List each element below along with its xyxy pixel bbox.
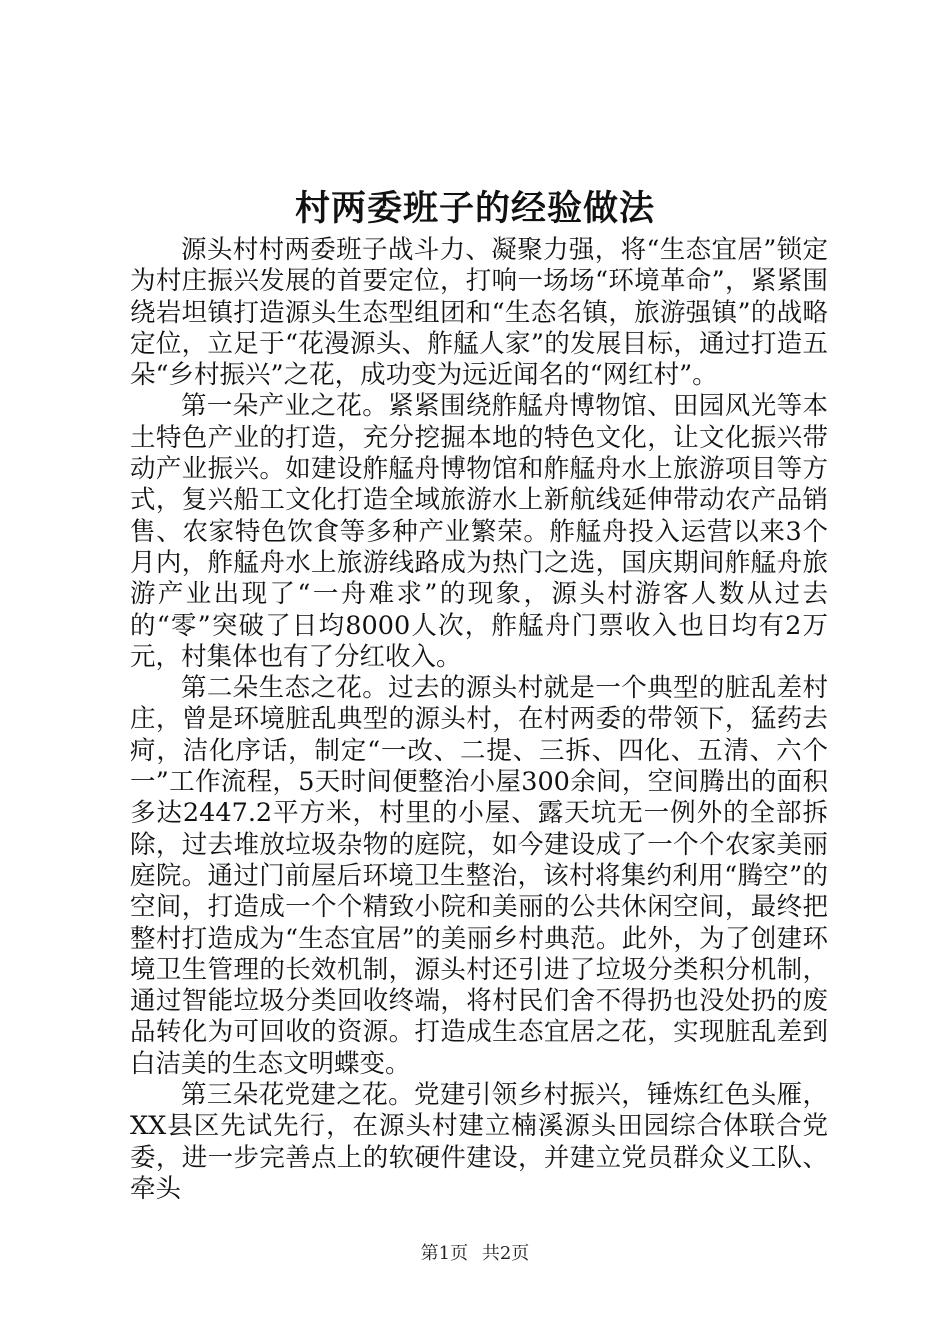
document-title: 村两委班子的经验做法 (294, 188, 655, 229)
paragraph-ecology: 第二朵生态之花。过去的源头村就是一个典型的脏乱差村庄，曾是环境脏乱典型的源头村，在村两委的带领下，猛药去疴，洁化序话，制定“一改、二提、三拆、四化、五清、六个一”工作流程，5天时间便整治小屋300余间，空间腾出的面积多达2447.2平方米，村里的小屋、露天坑无一例外的全部拆除，过去堆放垃圾杂物的庭院，如今建设成了一个个农家美丽庭院。通过门前屋后环境卫生整治，该村将集约利用“腾空”的空间，打造成一个个精致小院和美丽的公共休闲空间，最终把整村打造成为“生态宜居”的美丽乡村典范。此外，为了创建环境卫生管理的长效机制，源头村还引进了垃圾分类积分机制，通过智能垃圾分类回收终端，将村民们舍不得扔也没处扔的废品转化为可回收的资源。打造成生态宜居之花，实现脏乱差到白洁美的生态文明蝶变。 (130, 673, 828, 1079)
page-footer (0, 1242, 950, 1266)
paragraph-intro: 源头村村两委班子战斗力、凝聚力强，将“生态宜居”锁定为村庄振兴发展的首要定位，打响一场场“环境革命”，紧紧围绕岩坦镇打造源头生态型组团和“生态名镇，旅游强镇”的战略定位，立足于“花漫源头、舴艋人家”的发展目标，通过打造五朵“乡村振兴”之花，成功变为远近闻名的“网红村”。 (130, 235, 828, 391)
page-total: 共2页 (481, 1243, 530, 1264)
paragraph-industry: 第一朵产业之花。紧紧围绕舴艋舟博物馆、田园风光等本土特色产业的打造，充分挖掘本地的特色文化，让文化振兴带动产业振兴。如建设舴艋舟博物馆和舴艋舟水上旅游项目等方式，复兴船工文化打造全域旅游水上新航线延伸带动农产品销售、农家特色饮食等多种产业繁荣。舴艋舟投入运营以来3个月内，舴艋舟水上旅游线路成为热门之选，国庆期间舴艋舟旅游产业出现了“一舟难求”的现象，源头村游客人数从过去的“零”突破了日均8000人次，舴艋舟门票收入也日均有2万元，村集体也有了分红收入。 (130, 391, 828, 672)
page-number: 第1页 (420, 1243, 469, 1264)
paragraph-party-building: 第三朵花党建之花。党建引领乡村振兴，锤炼红色头雁，XX县区先试先行，在源头村建立楠溪源头田园综合体联合党委，进一步完善点上的软硬件建设，并建立党员群众义工队、牵头 (130, 1080, 828, 1204)
document-body (130, 235, 828, 1205)
